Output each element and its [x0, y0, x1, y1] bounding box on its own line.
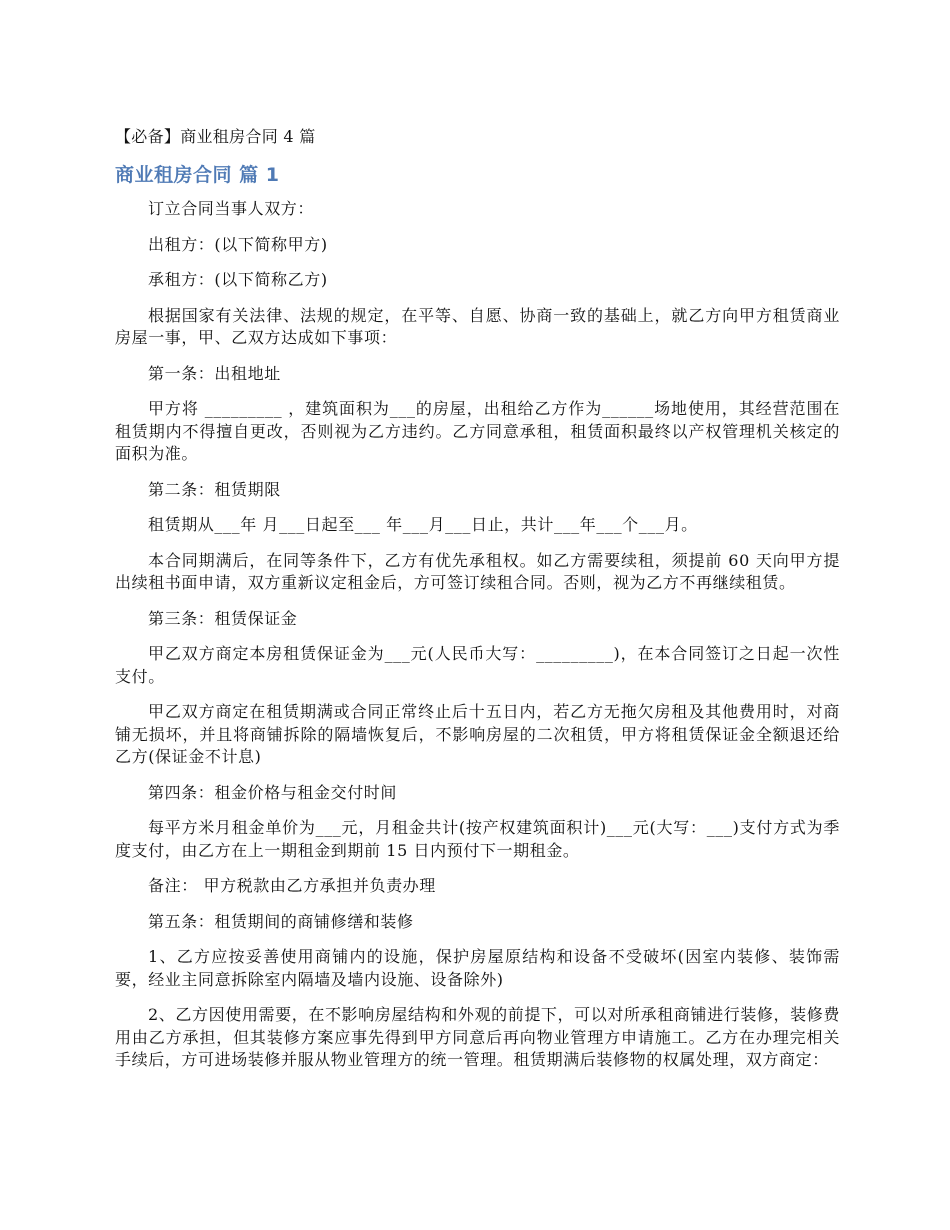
- paragraph-lessor: 出租方：(以下简称甲方): [148, 234, 328, 254]
- clause-5-item-1: 1、乙方应按妥善使用商铺内的设施，保护房屋原结构和设备不受破坏(因室内装修、装饰需要，经业主同意拆除室内隔墙及墙内设施、设备除外): [115, 947, 840, 989]
- clause-3-deposit-amount: 甲乙双方商定本房租赁保证金为___元(人民币大写：_________)，在本合同签订之日起一次性支付。: [115, 644, 840, 686]
- clause-2-heading: 第二条：租赁期限: [148, 479, 281, 499]
- clause-4-rent: 每平方米月租金单价为___元，月租金共计(按产权建筑面积计)___元(大写：___)支付方式为季度支付，由乙方在上一期租金到期前 15 日内预付下一期租金。: [115, 818, 840, 860]
- clause-1-heading: 第一条：出租地址: [148, 363, 281, 383]
- clause-5-item-2: 2、乙方因使用需要，在不影响房屋结构和外观的前提下，可以对所承租商铺进行装修，装修费用由乙方承担，但其装修方案应事先得到甲方同意后再向物业管理方申请施工。乙方在办理完相关手续后，方可进场装修并服从物业管理方的统一管理。租赁期满后装修物的权属处理，双方商定：: [115, 1005, 840, 1069]
- clause-2-renewal: 本合同期满后，在同等条件下，乙方有优先承租权。如乙方需要续租，须提前 60 天向甲方提出续租书面申请，双方重新议定租金后，方可签订续租合同。否则，视为乙方不再继续租赁。: [115, 550, 840, 592]
- document-title: 【必备】商业租房合同 4 篇: [115, 127, 316, 146]
- clause-3-deposit-refund: 甲乙双方商定在租赁期满或合同正常终止后十五日内，若乙方无拖欠房租及其他费用时，对商铺无损坏，并且将商铺拆除的隔墙恢复后，不影响房屋的二次租赁，甲方将租赁保证金全额退还给乙方(保证金不计息): [115, 702, 840, 766]
- paragraph-parties-intro: 订立合同当事人双方：: [148, 199, 315, 218]
- section-heading: 商业租房合同 篇 1: [115, 164, 280, 186]
- clause-5-heading: 第五条：租赁期间的商铺修缮和装修: [148, 911, 414, 931]
- clause-1-body: 甲方将 _________ ，建筑面积为___的房屋，出租给乙方作为______场地使用，其经营范围在租赁期内不得擅自更改，否则视为乙方违约。乙方同意承租，租赁面积最终以产权管理机关核定的面积为准。: [115, 399, 840, 463]
- paragraph-preamble: 根据国家有关法律、法规的规定，在平等、自愿、协商一致的基础上，就乙方向甲方租赁商业房屋一事，甲、乙双方达成如下事项：: [115, 305, 840, 347]
- clause-4-note: 备注： 甲方税款由乙方承担并负责办理: [148, 876, 436, 895]
- paragraph-lessee: 承租方：(以下简称乙方): [148, 270, 328, 289]
- clause-2-term: 租赁期从___年 月___日起至___ 年___月___日止，共计___年___个___月。: [148, 515, 698, 534]
- document-body: [115, 126, 840, 1085]
- clause-4-heading: 第四条：租金价格与租金交付时间: [148, 782, 398, 802]
- clause-3-heading: 第三条：租赁保证金: [148, 608, 298, 628]
